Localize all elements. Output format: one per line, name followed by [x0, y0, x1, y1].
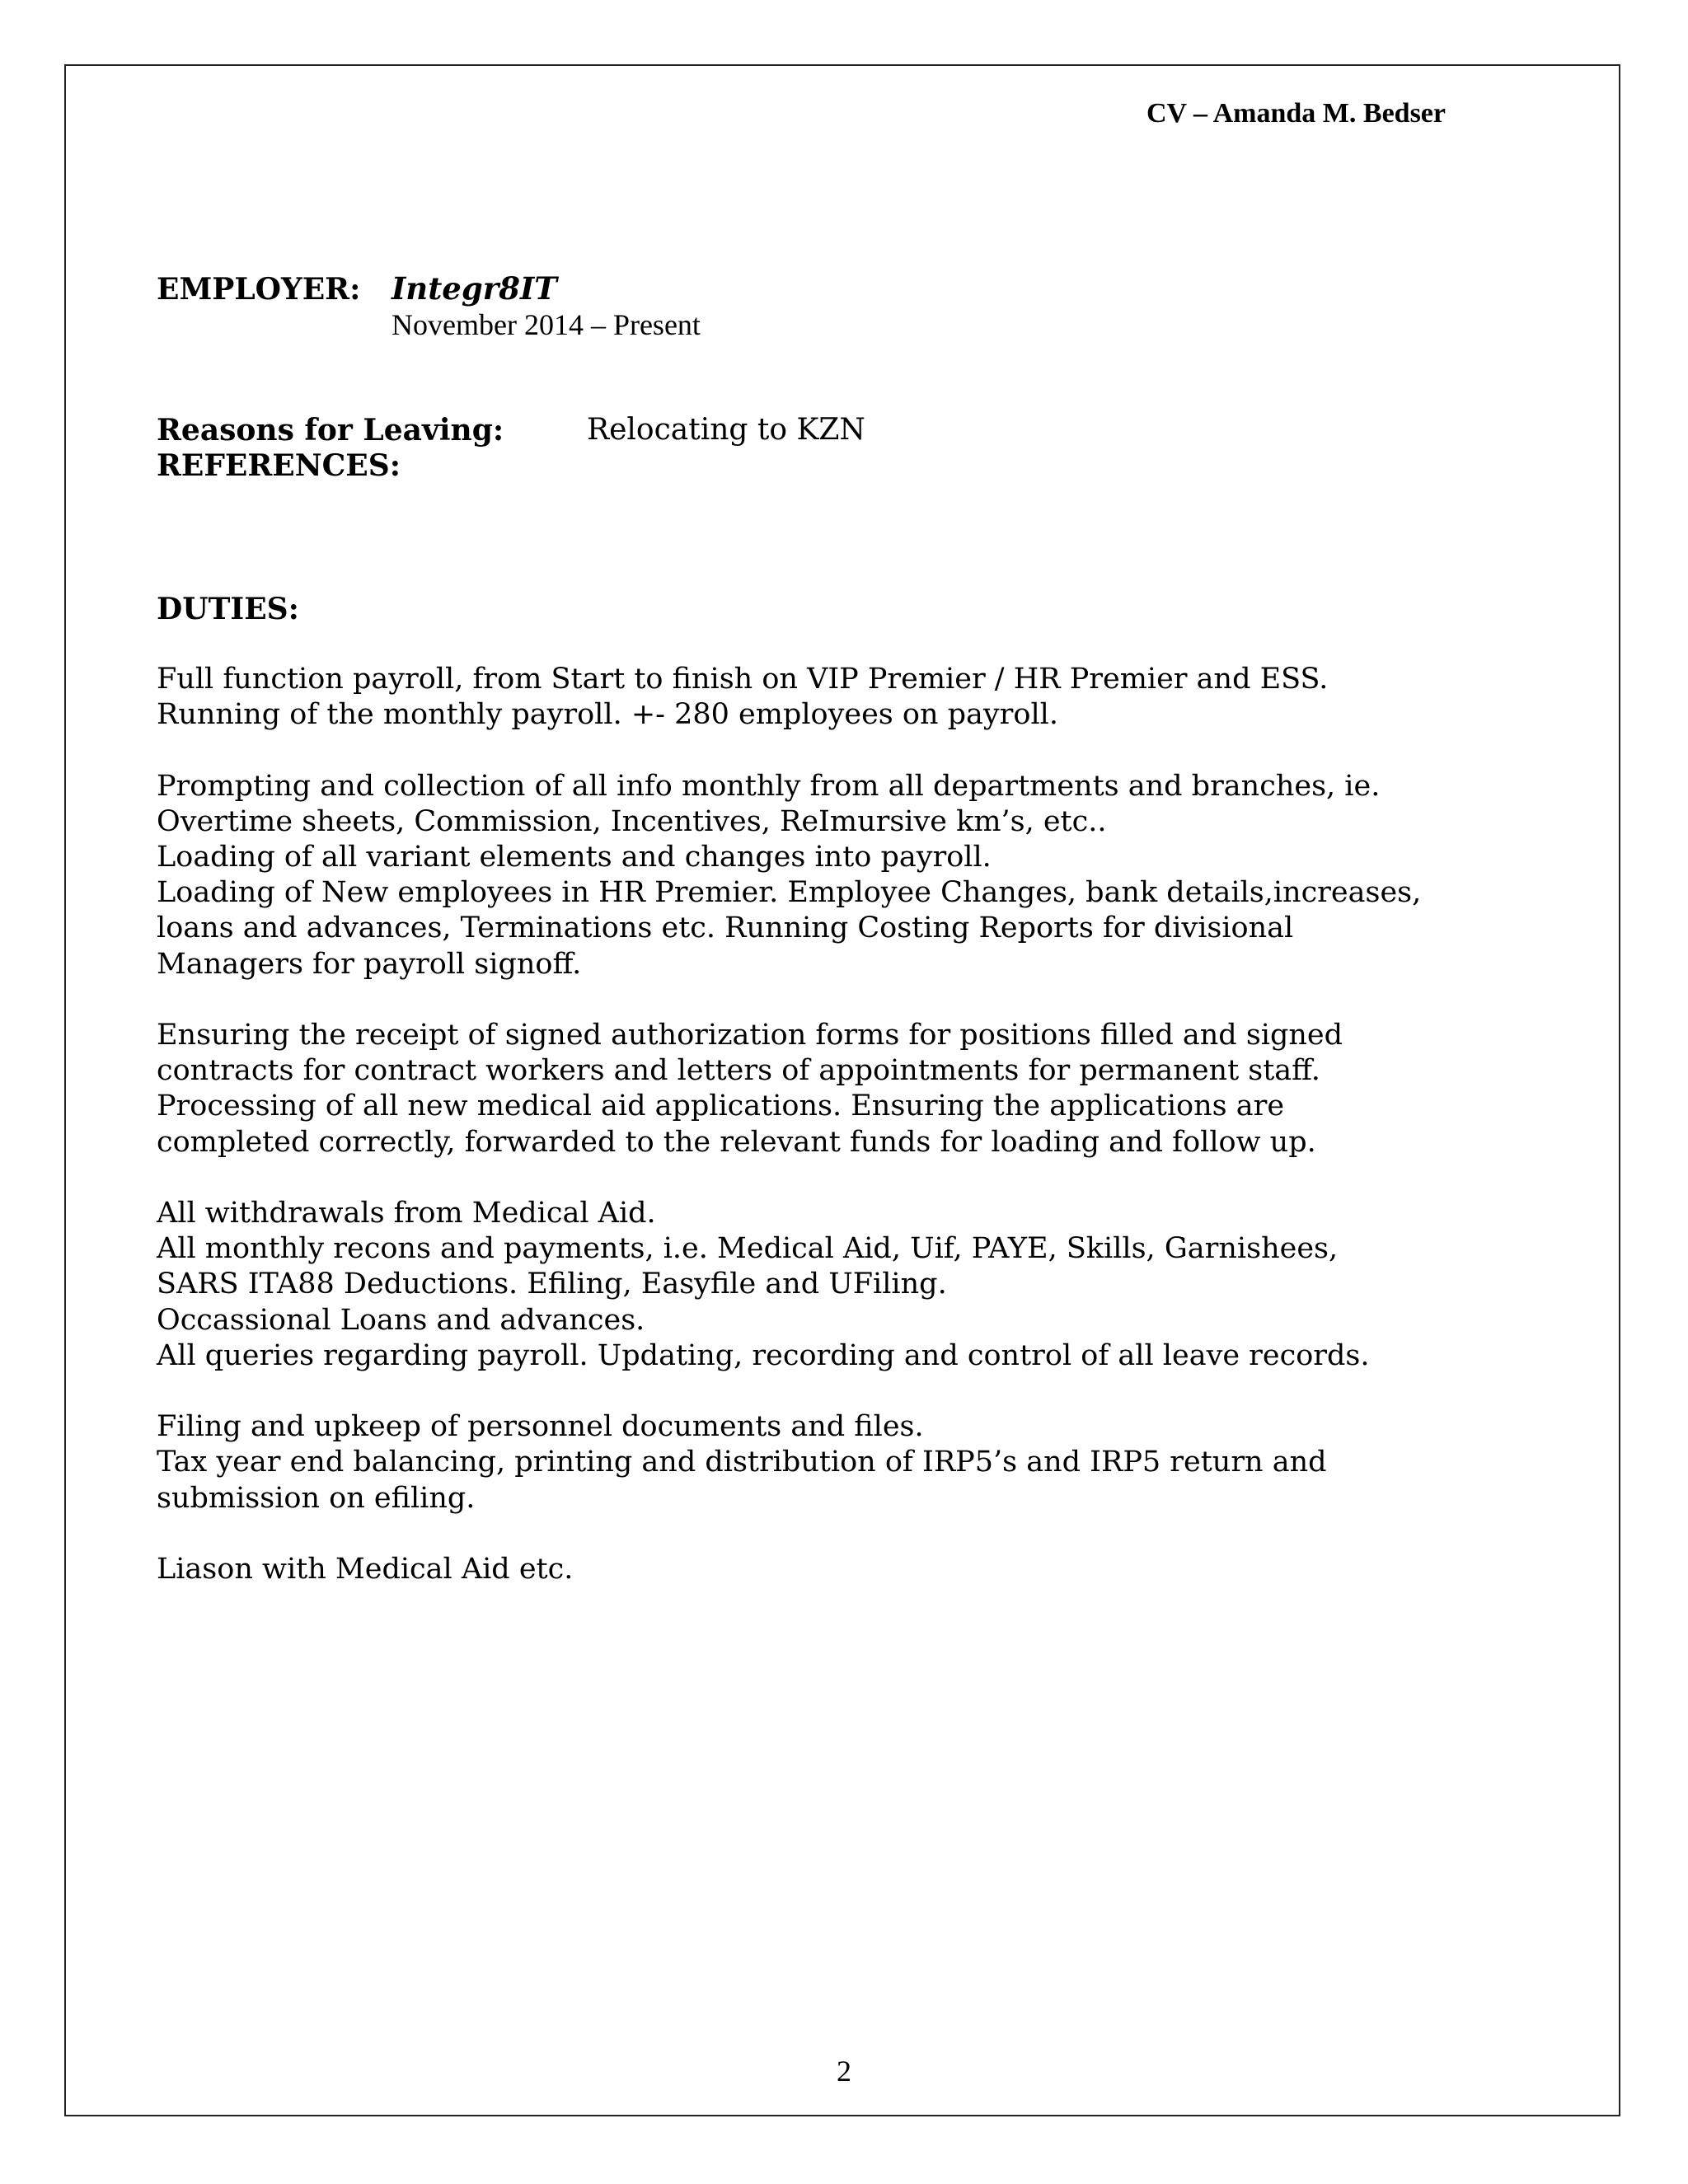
duty-line: Managers for payroll signoff.	[157, 947, 582, 981]
employment-dates: November 2014 – Present	[392, 308, 701, 341]
duty-line: All queries regarding payroll. Updating, recording and control of all leave records.	[157, 1338, 1370, 1372]
duty-line: Full function payroll, from Start to finish on VIP Premier / HR Premier and ESS.	[157, 663, 1329, 696]
duty-line: Ensuring the receipt of signed authorization forms for positions filled and signed	[157, 1019, 1343, 1052]
reasons-for-leaving-value: Relocating to KZN	[587, 413, 865, 447]
duty-line: completed correctly, forwarded to the relevant funds for loading and follow up.	[157, 1125, 1316, 1159]
duty-line: Processing of all new medical aid applications. Ensuring the applications are	[157, 1090, 1285, 1123]
duties-section	[157, 662, 1558, 1623]
employer-name: Integr8IT	[392, 270, 557, 307]
employer-label: EMPLOYER:	[157, 272, 361, 307]
references-label: REFERENCES:	[157, 448, 401, 483]
duties-paragraph	[157, 769, 1558, 982]
duties-label: DUTIES:	[157, 592, 299, 626]
duty-line: contracts for contract workers and letters of appointments for permanent staff.	[157, 1054, 1320, 1088]
duty-line: Loading of all variant elements and changes into payroll.	[157, 841, 992, 874]
duty-line: All monthly recons and payments, i.e. Medical Aid, Uif, PAYE, Skills, Garnishees,	[157, 1232, 1339, 1266]
duties-paragraph	[157, 662, 1558, 733]
duty-line: SARS ITA88 Deductions. Efiling, Easyfile and UFiling.	[157, 1268, 947, 1301]
duty-line: Loading of New employees in HR Premier. Employee Changes, bank details,increases,	[157, 876, 1422, 910]
duties-paragraph	[157, 1018, 1558, 1160]
duty-line: All withdrawals from Medical Aid.	[157, 1197, 656, 1230]
duty-line: Liason with Medical Aid etc.	[157, 1553, 574, 1586]
duties-paragraph	[157, 1196, 1558, 1374]
duty-line: Filing and upkeep of personnel documents and files.	[157, 1410, 924, 1444]
duty-line: Overtime sheets, Commission, Incentives, ReImursive km’s, etc..	[157, 804, 1107, 838]
duties-paragraph	[157, 1409, 1558, 1516]
duty-line: Prompting and collection of all info monthly from all departments and branches, ie.	[157, 769, 1381, 803]
duty-line: Tax year end balancing, printing and distribution of IRP5’s and IRP5 return and	[157, 1446, 1327, 1479]
duties-paragraph	[157, 1552, 1558, 1587]
cv-header-title: CV – Amanda M. Bedser	[1146, 98, 1446, 129]
duty-line: Occassional Loans and advances.	[157, 1303, 645, 1337]
duty-line: loans and advances, Terminations etc. Running Costing Reports for divisional	[157, 912, 1294, 945]
reasons-for-leaving-label: Reasons for Leaving:	[157, 413, 504, 448]
page-number: 2	[837, 2055, 851, 2088]
duty-line: submission on efiling.	[157, 1481, 476, 1515]
duty-line: Running of the monthly payroll. +- 280 employees on payroll.	[157, 698, 1058, 732]
